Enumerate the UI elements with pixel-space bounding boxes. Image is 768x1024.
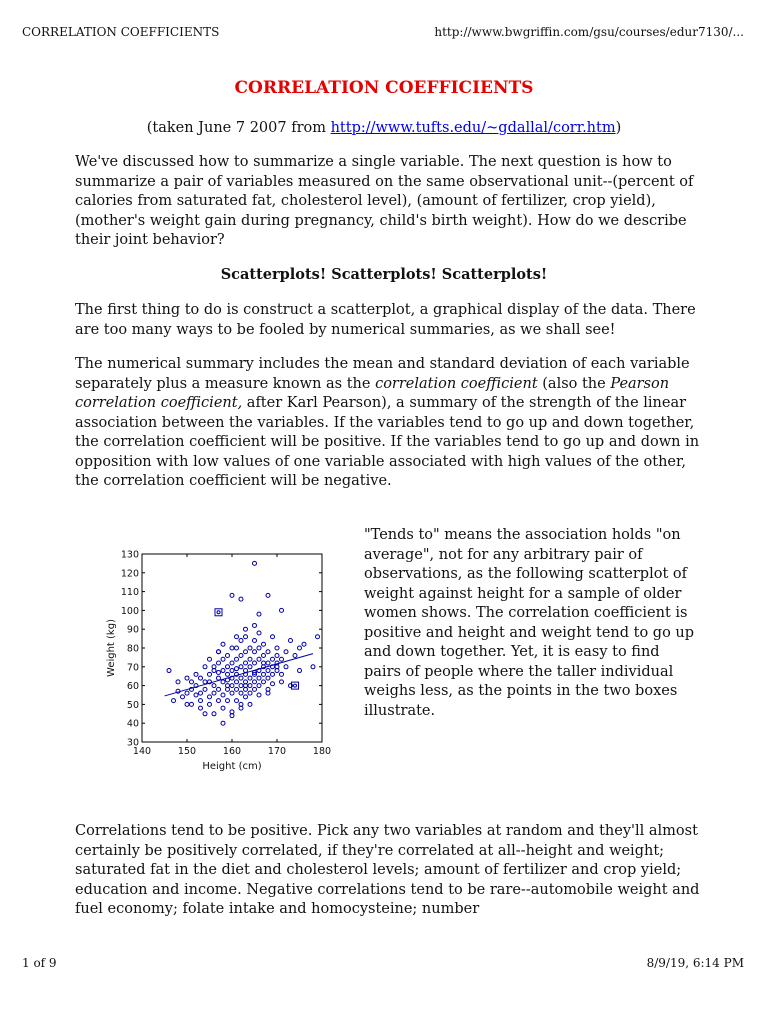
print-timestamp: 8/9/19, 6:14 PM	[646, 956, 744, 970]
scatterplot-chart	[100, 543, 340, 778]
y-tick-label: 40	[126, 718, 139, 730]
y-tick-label: 130	[120, 549, 139, 561]
correlations-paragraph: Correlations tend to be positive. Pick any two variables at random and they'll almost certainly be positively correlated, if they're correlated at all--height and weight; saturated fat in the diet and cholesterol levels; amount of fertilizer and crop yield; education and income. Negative correlations tend to be rare--automobile weight and fuel economy; folate intake and homocysteine; number	[75, 823, 700, 917]
print-header-url: http://www.bwgriffin.com/gsu/courses/edur7130/...	[434, 25, 744, 39]
print-header-title: CORRELATION COEFFICIENTS	[22, 25, 220, 39]
term-pearson-correlation: Pearson correlation coefficient,	[75, 375, 670, 411]
x-tick-label: 170	[267, 746, 287, 757]
source-line	[0, 120, 768, 136]
page-number: 1 of 9	[22, 956, 57, 970]
y-tick-label: 80	[126, 643, 139, 655]
numerical-summary-paragraph	[75, 355, 700, 492]
x-tick-label: 160	[222, 746, 242, 757]
y-tick-label: 110	[120, 587, 139, 599]
y-tick-label: 60	[126, 681, 139, 693]
x-tick-label: 140	[132, 746, 152, 757]
x-axis-label: Height (cm)	[202, 761, 262, 772]
y-tick-label: 90	[126, 624, 139, 636]
source-link[interactable]: http://www.tufts.edu/~gdallal/corr.htm	[330, 120, 616, 136]
source-suffix: )	[615, 120, 622, 136]
y-tick-label: 100	[120, 605, 139, 617]
x-tick-label: 150	[177, 746, 197, 757]
p3-text-a: The numerical summary includes the mean and standard deviation of each variable separately plus a measure known as the	[75, 356, 690, 392]
p3-text-e: after Karl Pearson), a summary of the strength of the linear association between the variables. If the variables tend to go up and down together, the correlation coefficient will be positive. If the variables tend to go up and down in opposition with low values of one variable associated with high values of the other, the correlation coefficient will be negative.	[75, 395, 700, 489]
source-prefix: (taken June 7 2007 from	[146, 120, 331, 136]
y-tick-label: 70	[126, 662, 139, 674]
y-tick-label: 120	[120, 568, 139, 580]
scatterplot-paragraph: The first thing to do is construct a scatterplot, a graphical display of the data. There are too many ways to be fooled by numerical summaries, as we shall see!	[75, 302, 696, 338]
page-title: CORRELATION COEFFICIENTS	[234, 78, 534, 98]
term-correlation-coefficient: correlation coefficient	[375, 375, 538, 392]
y-tick-label: 50	[126, 699, 139, 711]
intro-paragraph: We've discussed how to summarize a single variable. The next question is how to summarize a pair of variables measured on the same observational unit--(percent of calories from saturated fat, cholesterol level), (amount of fertilizer, crop yield), (mother's weight gain during pregnancy, child's birth weight). How do we describe their joint behavior?	[75, 154, 694, 248]
p3-text-c: (also the	[537, 375, 611, 392]
x-tick-label: 180	[312, 746, 332, 757]
tends-to-paragraph: "Tends to" means the association holds "on average", not for any arbitrary pair of observations, as the following scatterplot of weight against height for a sample of older women shows. The correlation coefficient is positive and height and weight tend to go up and down together. Yet, it is easy to find pairs of people where the taller individual weighs less, as the points in the two boxes illustrate.	[364, 527, 695, 719]
y-tick-label: 30	[126, 737, 139, 749]
section-heading: Scatterplots! Scatterplots! Scatterplots!	[220, 266, 548, 283]
y-axis-label: Weight (kg)	[106, 619, 117, 677]
